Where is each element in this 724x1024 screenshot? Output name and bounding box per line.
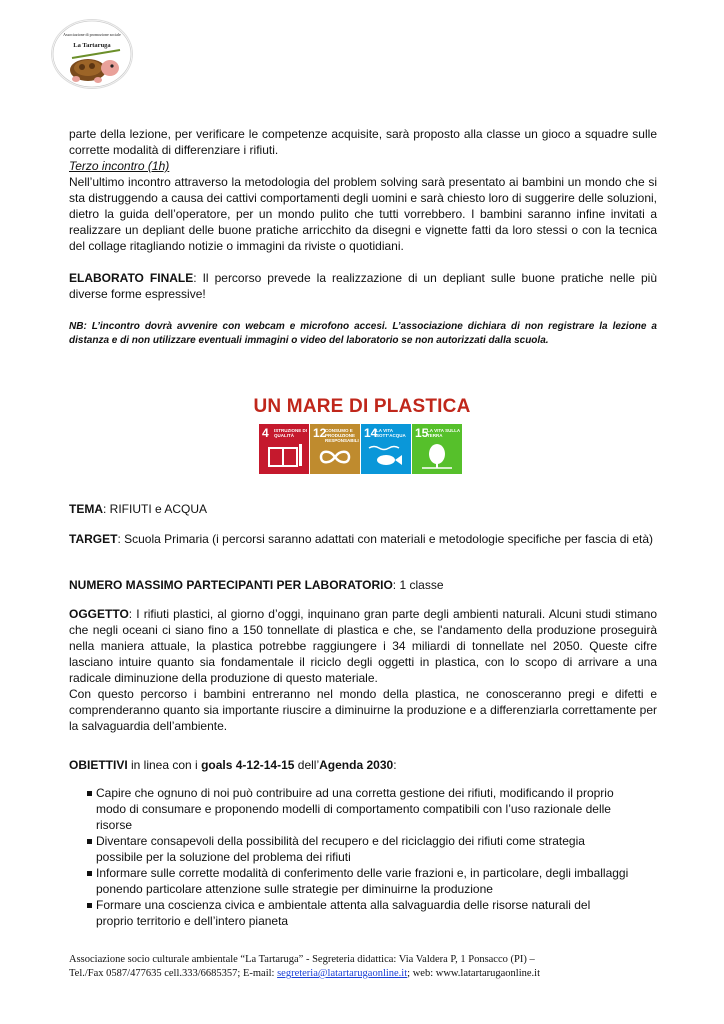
bullet-icon [87, 791, 92, 796]
obiettivi-list [69, 785, 629, 929]
intro-paragraph [69, 126, 657, 254]
list-item-text: Informare sulle corrette modalità di conferimento delle varie frazioni e, in particolare, degli imballaggi ponendo particolare attenzione sulle strategie per diminuirne la produzione [96, 866, 629, 896]
list-item [69, 865, 629, 897]
target-text: : Scuola Primaria (i percorsi saranno adattati con materiali e metodologie specifiche per fascia di età) [117, 532, 654, 546]
obiettivi-colon: : [393, 758, 397, 772]
footer-contacts [69, 967, 669, 981]
tema-line [69, 501, 657, 517]
list-item-text: Formare una coscienza civica e ambientale attenta alla salvaguardia delle risorse naturali del proprio territorio e dell’intero pianeta [96, 898, 591, 928]
tree-icon [412, 424, 462, 474]
footer-address: Associazione socio culturale ambientale “La Tartaruga” - Segreteria didattica: Via Valdera P, 1 Ponsacco (PI) – [69, 954, 535, 965]
obiettivi-label: OBIETTIVI [69, 758, 128, 772]
intro-text: parte della lezione, per verificare le competenze acquisite, sarà proposto alla classe un gioco a squadre sulle corrette modalità di differenziare i rifiuti. [69, 127, 657, 157]
oggetto-text: : I rifiuti plastici, al giorno d’oggi, inquinano gran parte degli ambienti naturali. Alcuni studi stimano che negli oceani ci siano fino a 150 tonnellate di plastica e che, se l'andamento della produzione proseguirà nella maniera attuale, la plastica potrebbe raggiungere i 34 miliardi di tonnellate nel 2050. Queste cifre lasciano intuire quanto sia fondamentale il riciclo degli oggetti in plastica, con lo scopo di arrivare a una radicale diminuzione della produzione di questo materiale. [69, 607, 657, 685]
numero-text: : 1 classe [392, 578, 444, 592]
target-line [69, 531, 657, 547]
fish-icon [361, 424, 411, 474]
infinity-icon [310, 424, 360, 474]
sdg-goal-4 [259, 424, 309, 474]
logo-title: La Tartaruga [73, 42, 111, 49]
goal-label: CONSUMO E PRODUZIONE RESPONSABILI [325, 428, 359, 443]
nb-note: NB: L’incontro dovrà avvenire con webcam e microfono accesi. L’associazione dichiara di non registrare la lezione a distanza e di non utilizzare eventuali immagini o video del laboratorio se non autorizzati dalla scuola. [69, 321, 657, 346]
page-footer [69, 953, 669, 981]
footer-phone: Tel./Fax 0587/477635 cell.333/6685357; E-mail: [69, 968, 278, 979]
sdg-goal-12 [310, 424, 360, 474]
list-item-text: Diventare consapevoli della possibilità del recupero e del riciclaggio dei rifiuti come strategia possibile per la soluzione del problema dei rifiuti [96, 834, 585, 864]
oggetto-label: OGGETTO [69, 607, 129, 621]
sdg-goal-15 [412, 424, 462, 474]
logo-subtitle: Associazione di promozione sociale [63, 32, 121, 37]
goal-number: 12 [313, 426, 327, 440]
goal-number: 14 [364, 426, 378, 440]
agenda-ref: Agenda 2030 [319, 758, 394, 772]
obiettivi-connector: in linea con i [127, 758, 202, 772]
tema-text: : RIFIUTI e ACQUA [103, 502, 208, 516]
book-pencil-icon [259, 424, 309, 474]
tema-label: TEMA [69, 502, 103, 516]
obiettivi-connector-2: dell’ [294, 758, 320, 772]
list-item [69, 897, 629, 929]
goal-label: ISTRUZIONE DI QUALITÀ [274, 428, 308, 438]
goal-number: 4 [262, 426, 269, 440]
goal-label: LA VITA SOTT’ACQUA [376, 428, 406, 438]
goals-ref: goals 4-12-14-15 [201, 758, 295, 772]
numero-label: NUMERO MASSIMO PARTECIPANTI PER LABORATORIO [69, 578, 393, 592]
list-item-text: Capire che ognuno di noi può contribuire ad una corretta gestione dei rifiuti, modificando il proprio modo di consumare e proponendo modelli di comportamento compatibili con l’uso razionale delle risorse [96, 786, 614, 832]
turtle-icon [52, 20, 132, 88]
section-title: UN MARE DI PLASTICA [253, 396, 471, 417]
list-item [69, 785, 629, 833]
bullet-icon [87, 871, 92, 876]
elaborato-label: ELABORATO FINALE [69, 271, 194, 285]
bullet-icon [87, 839, 92, 844]
terzo-incontro-heading: Terzo incontro (1h) [69, 159, 170, 173]
obiettivi-heading [69, 757, 657, 773]
terzo-incontro-text: Nell’ultimo incontro attraverso la metodologia del problem solving sarà presentato ai bambini un mondo che si sta distruggendo a causa dei cattivi comportamenti degli uomini e sarà chiesto loro di suggerire delle soluzioni, dietro la guida dell’operatore, per un mondo pulito che tutti vorrebbero. I bambini saranno infine invitati a realizzare un depliant delle buone pratiche arricchito da disegni e vignette fatti da loro stessi o con la tecnica del collage ritagliando notizie o immagini da riviste o quotidiani. [69, 175, 657, 253]
numero-line [69, 577, 657, 593]
email-link[interactable]: segreteria@latartarugaonline.it [277, 968, 408, 979]
target-label: TARGET [69, 532, 118, 546]
goal-number: 15 [415, 426, 429, 440]
elaborato-finale [69, 270, 657, 302]
bullet-icon [87, 903, 92, 908]
oggetto-text-2: Con questo percorso i bambini entreranno nel mondo della plastica, ne conosceranno pregi e difetti e comprenderanno quanto sia importante riuscire a diminuirne la produzione e a differenziarla correttamente per la salvaguardia dell’ambiente. [69, 687, 657, 733]
footer-web: ; web: www.latartarugaonline.it [407, 968, 541, 979]
elaborato-text: : Il percorso prevede la realizzazione di un depliant sulle buone pratiche nelle più diverse forme espressive! [69, 271, 657, 301]
oggetto-block [69, 606, 657, 734]
list-item [69, 833, 629, 865]
sdg-goal-14 [361, 424, 411, 474]
goal-label: LA VITA SULLA TERRA [427, 428, 460, 438]
association-logo [52, 20, 132, 88]
